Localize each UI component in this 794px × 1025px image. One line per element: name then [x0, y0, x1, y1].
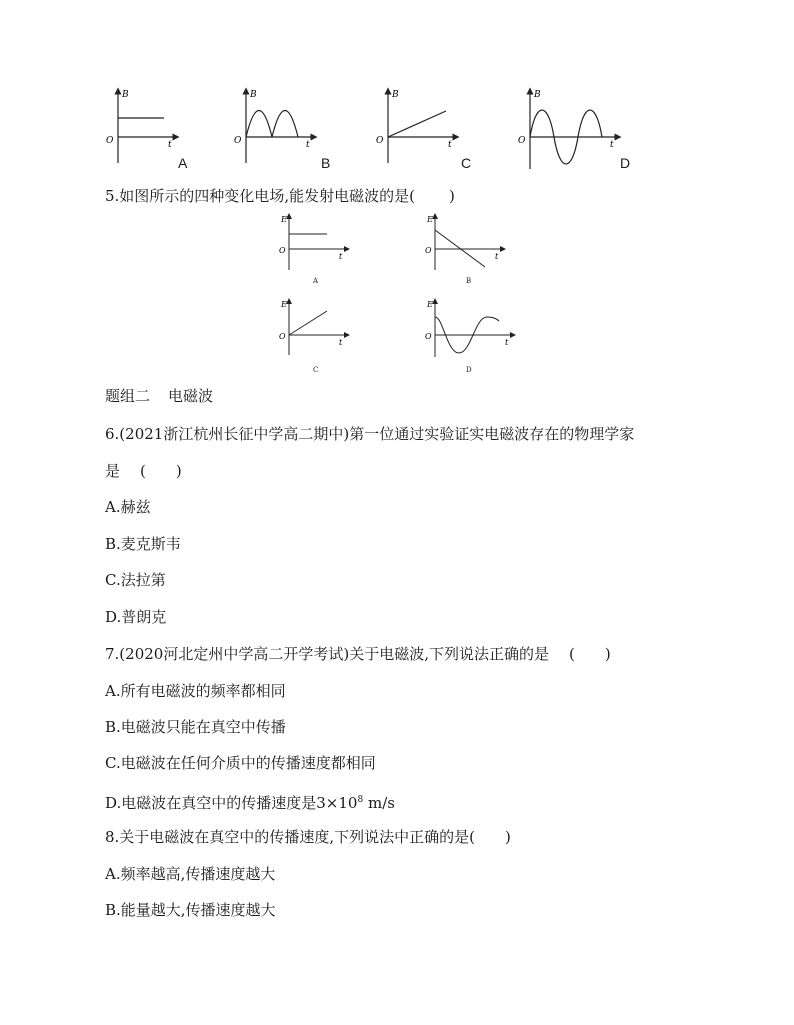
- graph-c-label: C: [461, 155, 472, 171]
- axis-y-label: E: [427, 215, 433, 224]
- question-7-option-d: D.电磁波在真空中的传播速度是$3\times 10^8$ m/s: [105, 794, 395, 812]
- question-5: [105, 186, 455, 206]
- graph-c-linear: [370, 85, 460, 170]
- origin-label: O: [425, 246, 432, 255]
- e-graph-d-wave: [421, 297, 516, 359]
- e-graph-b-label: B: [466, 277, 472, 285]
- origin-label: O: [234, 136, 242, 146]
- e-graph-c-increasing: [275, 297, 350, 359]
- question-5-close: ): [448, 187, 455, 205]
- e-graph-c-label: C: [313, 366, 319, 374]
- axis-y-label: B: [250, 90, 257, 100]
- axis-y-label: E: [427, 300, 433, 309]
- graph-d-label: D: [620, 155, 631, 171]
- question-7: 7.(2020河北定州中学高二开学考试)关于电磁波,下列说法正确的是 ( ): [105, 645, 611, 663]
- origin-label: O: [376, 136, 384, 146]
- question-6-option-b: B.麦克斯韦: [105, 535, 181, 553]
- graph-d-sine: [512, 85, 622, 175]
- axis-x-label: t: [168, 140, 172, 150]
- axis-y-label: B: [534, 90, 541, 100]
- question-7-option-c: C.电磁波在任何介质中的传播速度都相同: [105, 754, 376, 772]
- graph-a-constant: [100, 85, 180, 170]
- graph-b-rectified: [228, 85, 318, 170]
- section-header: [105, 386, 213, 406]
- question-6-option-d: D.普朗克: [105, 608, 167, 626]
- origin-label: O: [518, 136, 526, 146]
- axis-x-label: t: [610, 140, 614, 150]
- origin-label: O: [425, 332, 432, 341]
- axis-y-label: E: [281, 215, 287, 224]
- question-6-option-a: A.赫兹: [105, 498, 151, 516]
- origin-label: O: [106, 136, 114, 146]
- axis-y-label: E: [281, 300, 287, 309]
- axis-x-label: t: [306, 140, 310, 150]
- question-8: 8.关于电磁波在真空中的传播速度,下列说法中正确的是( ): [105, 828, 511, 846]
- question-8-option-b: B.能量越大,传播速度越大: [105, 901, 276, 919]
- e-graph-a-label: A: [313, 277, 319, 285]
- question-5-text: 5.如图所示的四种变化电场,能发射电磁波的是(: [105, 187, 415, 205]
- axis-x-label: t: [339, 252, 343, 261]
- question-8-option-a: A.频率越高,传播速度越大: [105, 865, 276, 883]
- question-6-line1: 6.(2021浙江杭州长征中学高二期中)第一位通过实验证实电磁波存在的物理学家: [105, 425, 635, 443]
- axis-x-label: t: [495, 252, 499, 261]
- section-title: 电磁波: [168, 387, 214, 405]
- axis-x-label: t: [339, 338, 343, 347]
- graph-b-label: B: [321, 155, 331, 171]
- origin-label: O: [279, 332, 286, 341]
- e-graph-d-label: D: [466, 366, 472, 374]
- question-7-option-b: B.电磁波只能在真空中传播: [105, 718, 286, 736]
- origin-label: O: [279, 246, 286, 255]
- axis-y-label: B: [392, 90, 399, 100]
- question-6-line2: 是 ( ): [105, 462, 182, 480]
- e-graph-b-decreasing: [421, 212, 506, 274]
- axis-x-label: t: [505, 338, 509, 347]
- axis-y-label: B: [122, 90, 129, 100]
- question-7-option-a: A.所有电磁波的频率都相同: [105, 682, 286, 700]
- question-6-option-c: C.法拉第: [105, 571, 166, 589]
- axis-x-label: t: [448, 140, 452, 150]
- e-graph-a-constant: [275, 212, 350, 274]
- graph-a-label: A: [178, 155, 188, 171]
- section-label: 题组二: [105, 387, 151, 405]
